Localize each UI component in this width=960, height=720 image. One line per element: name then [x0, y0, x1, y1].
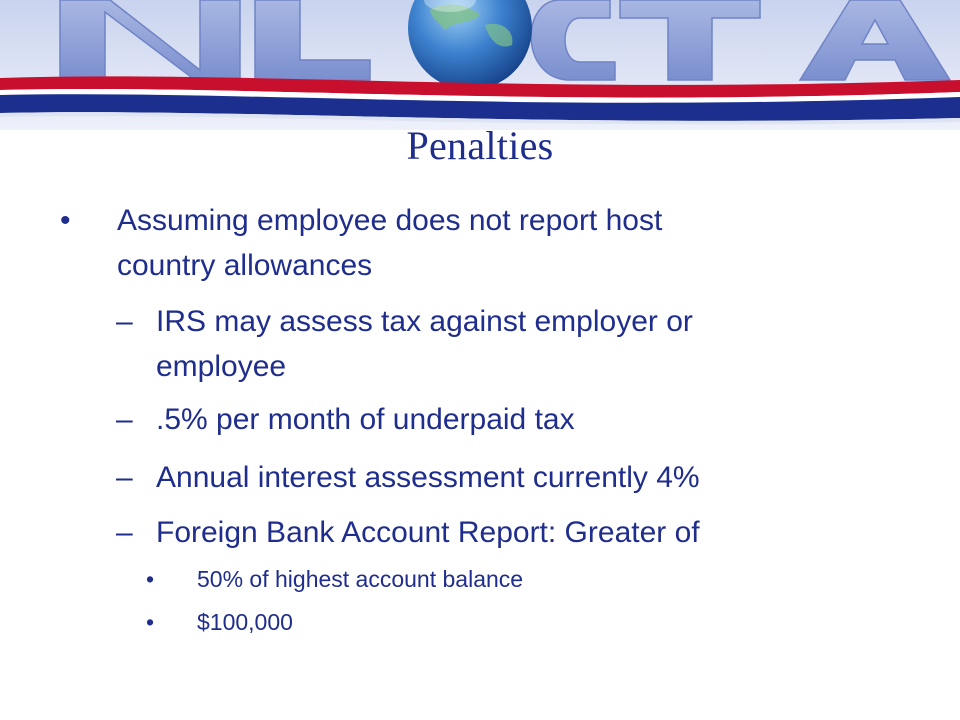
bullet-text-line: employee [156, 350, 287, 383]
bullet-text-line: country allowances [117, 249, 373, 282]
dash-marker: – [116, 516, 133, 549]
bullet-text-line: .5% per month of underpaid tax [156, 403, 575, 436]
bullet-text-line: Assuming employee does not report host [117, 204, 663, 237]
dash-marker: – [116, 305, 133, 338]
bullet-text-line: Annual interest assessment currently 4% [156, 461, 700, 494]
bullet-text-line: Foreign Bank Account Report: Greater of [156, 516, 700, 549]
dash-marker: – [116, 403, 133, 436]
slide-title: Penalties [406, 123, 554, 168]
dash-marker: – [116, 461, 133, 494]
bullet-marker: • [146, 566, 155, 592]
bullet-text-line: 50% of highest account balance [197, 566, 524, 592]
bullet-marker: • [60, 204, 71, 237]
bullet-text-line: $100,000 [197, 609, 293, 635]
bullet-text-line: IRS may assess tax against employer or [156, 305, 693, 338]
bullet-marker: • [146, 609, 155, 635]
